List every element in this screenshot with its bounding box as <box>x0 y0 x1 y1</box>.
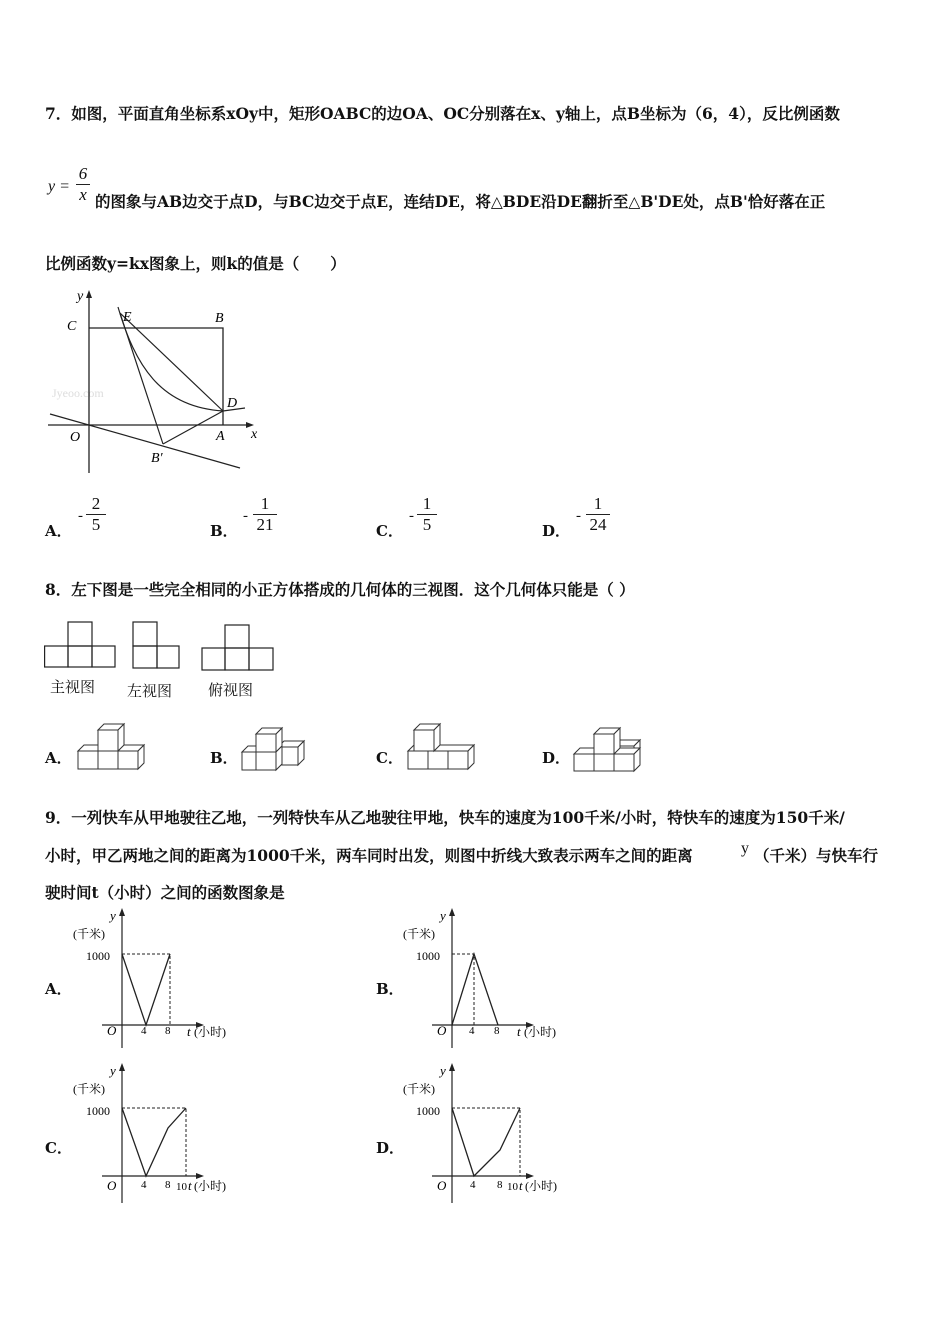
q7-option-D-num: 1 <box>593 494 603 513</box>
q9-graph-A[interactable] <box>60 905 260 1050</box>
q7-fraction-numerator: 6 <box>78 164 88 183</box>
q7-function-fraction <box>76 164 90 205</box>
q7-option-A-label: A． <box>45 522 72 540</box>
q9-line2-y: y <box>741 840 749 857</box>
q9-line3: 驶时间t（小时）之间的函数图象是 <box>45 883 285 902</box>
q9-graph-C-tunit: (小时) <box>194 1179 226 1193</box>
q9-option-B-label[interactable]: B． <box>376 980 404 998</box>
q9-graph-A-polyline <box>122 954 170 1025</box>
q9-graph-C-tick-4: 4 <box>141 1179 147 1191</box>
q8-front-view <box>44 620 116 668</box>
q9-graph-A-unit: (千米) <box>73 927 105 941</box>
q9-graph-C-tick-8: 8 <box>165 1179 171 1191</box>
q7-option-D-sign: - <box>576 508 581 524</box>
q7-label-y: y <box>77 289 84 304</box>
q7-label-x: x <box>251 427 258 442</box>
q9-graph-C-unit: (千米) <box>73 1082 105 1096</box>
q7-option-B-num: 1 <box>260 494 270 513</box>
q7-option-A-fraction <box>86 494 106 535</box>
q9-graph-C-yval: 1000 <box>86 1104 110 1118</box>
q9-graph-A-origin: O <box>107 1023 117 1038</box>
q9-graph-D-yval: 1000 <box>416 1104 440 1118</box>
q9-graph-D-tick-10: 10 <box>507 1181 518 1193</box>
q7-option-B-den: 21 <box>256 515 274 534</box>
q8-option-D-label[interactable]: D． <box>542 749 571 767</box>
q7-y-eq: y = <box>48 178 70 195</box>
q9-line2b: （千米）与快车行 <box>754 846 879 865</box>
q7-option-B-sign: - <box>243 508 248 524</box>
q9-graph-B-tlabel: t <box>517 1024 521 1039</box>
q9-graph-C-ylabel: y <box>110 1063 116 1078</box>
q8-option-B-figure[interactable] <box>238 722 313 777</box>
q7-option-D-label: D． <box>542 522 571 540</box>
q9-option-C-label[interactable]: C． <box>45 1139 72 1157</box>
q9-graph-D-tick-8: 8 <box>497 1179 503 1191</box>
q7-option-D-den: 24 <box>589 515 607 534</box>
q7-label-O: O <box>70 430 81 445</box>
q9-graph-D-ylabel: y <box>440 1063 446 1078</box>
q9-graph-D[interactable] <box>390 1060 590 1205</box>
q9-graph-B-polyline <box>452 954 498 1025</box>
q7-line2: 的图象与AB边交于点D，与BC边交于点E，连结DE，将△BDE沿DE翻折至△B'DE处，点B'恰好落在正 <box>95 192 826 211</box>
q8-option-B-label[interactable]: B． <box>210 749 238 767</box>
q9-graph-A-yval: 1000 <box>86 949 110 963</box>
q8-option-C-label[interactable]: C． <box>376 749 403 767</box>
q9-option-A-label[interactable]: A． <box>45 980 72 998</box>
q9-graph-D-unit: (千米) <box>403 1082 435 1096</box>
q9-graph-D-tick-4: 4 <box>470 1179 476 1191</box>
q9-graph-D-polyline <box>452 1108 520 1176</box>
q7-fraction-denominator: x <box>79 185 87 204</box>
q9-graph-C[interactable] <box>60 1060 260 1205</box>
q7-option-A-num: 2 <box>91 494 101 513</box>
q7-label-A: A <box>216 429 225 444</box>
q7-option-C-num: 1 <box>422 494 432 513</box>
q9-line1: 9．一列快车从甲地驶往乙地，一列特快车从乙地驶往甲地，快车的速度为100千米/小时，特快车的速度为150千米/ <box>45 808 845 827</box>
q7-label-D: D <box>227 396 238 411</box>
q7-rectangle-OABC <box>89 328 223 425</box>
q7-option-C-sign: - <box>409 508 414 524</box>
q8-top-view <box>201 624 275 672</box>
q7-line1: 7．如图，平面直角坐标系xOy中，矩形OABC的边OA、OC分别落在x、y轴上，点B坐标为（6，4），反比例函数 <box>45 104 840 123</box>
q7-segment-BpD <box>163 411 223 444</box>
q9-graph-B-tick-8: 8 <box>494 1025 500 1037</box>
q9-graph-B-tunit: (小时) <box>524 1025 556 1039</box>
q8-option-A-figure[interactable] <box>74 718 154 773</box>
q9-graph-D-tlabel: t <box>519 1178 523 1193</box>
q9-graph-B-ylabel: y <box>440 908 446 923</box>
q8-text: 8．左下图是一些完全相同的小正方体搭成的几何体的三视图．这个几何体只能是（ ） <box>45 580 635 599</box>
q7-label-E: E <box>123 310 132 325</box>
q7-option-B-label: B． <box>210 522 238 540</box>
q9-line2a: 小时，甲乙两地之间的距离为1000千米，两车同时出发，则图中折线大致表示两车之间的距离 <box>45 846 693 865</box>
q9-graph-A-tunit: (小时) <box>194 1025 226 1039</box>
q7-option-C-label: C． <box>376 522 403 540</box>
q8-option-A-label[interactable]: A． <box>45 749 72 767</box>
q8-front-view-caption: 主视图 <box>50 678 96 696</box>
q9-graph-A-tick-8: 8 <box>165 1025 171 1037</box>
q7-option-C-fraction <box>417 494 437 535</box>
q7-watermark: Jyeoo.com <box>52 386 104 400</box>
q9-graph-B-yval: 1000 <box>416 949 440 963</box>
q8-option-D-figure[interactable] <box>570 722 650 777</box>
q9-graph-A-ylabel: y <box>110 908 116 923</box>
q7-y-axis-arrow <box>86 290 92 298</box>
q7-label-B: B <box>215 311 224 326</box>
q7-line3: 比例函数y=kx图象上，则k的值是（ ） <box>45 254 346 273</box>
q7-option-B-fraction <box>253 494 277 535</box>
q7-label-C: C <box>67 319 77 334</box>
q7-option-C-den: 5 <box>422 515 432 534</box>
q8-left-view <box>132 620 182 670</box>
q9-graph-B[interactable] <box>390 905 590 1050</box>
q9-graph-D-origin: O <box>437 1178 447 1193</box>
q9-graph-B-unit: (千米) <box>403 927 435 941</box>
q9-graph-B-origin: O <box>437 1023 447 1038</box>
q9-graph-C-origin: O <box>107 1178 117 1193</box>
q9-option-D-label[interactable]: D． <box>376 1139 405 1157</box>
q9-graph-A-tick-4: 4 <box>141 1025 147 1037</box>
q7-option-A-sign: - <box>78 508 83 524</box>
q7-label-Bprime: B′ <box>151 451 163 466</box>
q9-graph-C-tlabel: t <box>188 1178 192 1193</box>
q9-graph-C-polyline <box>122 1108 186 1176</box>
q7-coordinate-figure <box>40 285 270 475</box>
q7-option-A-den: 5 <box>91 515 101 534</box>
q8-left-view-caption: 左视图 <box>127 682 173 700</box>
q7-hyperbola <box>118 307 245 411</box>
q9-graph-C-tick-10: 10 <box>176 1181 187 1193</box>
q7-option-D-fraction <box>586 494 610 535</box>
q9-graph-B-tick-4: 4 <box>469 1025 475 1037</box>
q8-top-view-caption: 俯视图 <box>208 681 254 699</box>
q8-option-C-figure[interactable] <box>404 718 484 773</box>
q9-graph-D-tunit: (小时) <box>525 1179 557 1193</box>
q9-graph-A-tlabel: t <box>187 1024 191 1039</box>
